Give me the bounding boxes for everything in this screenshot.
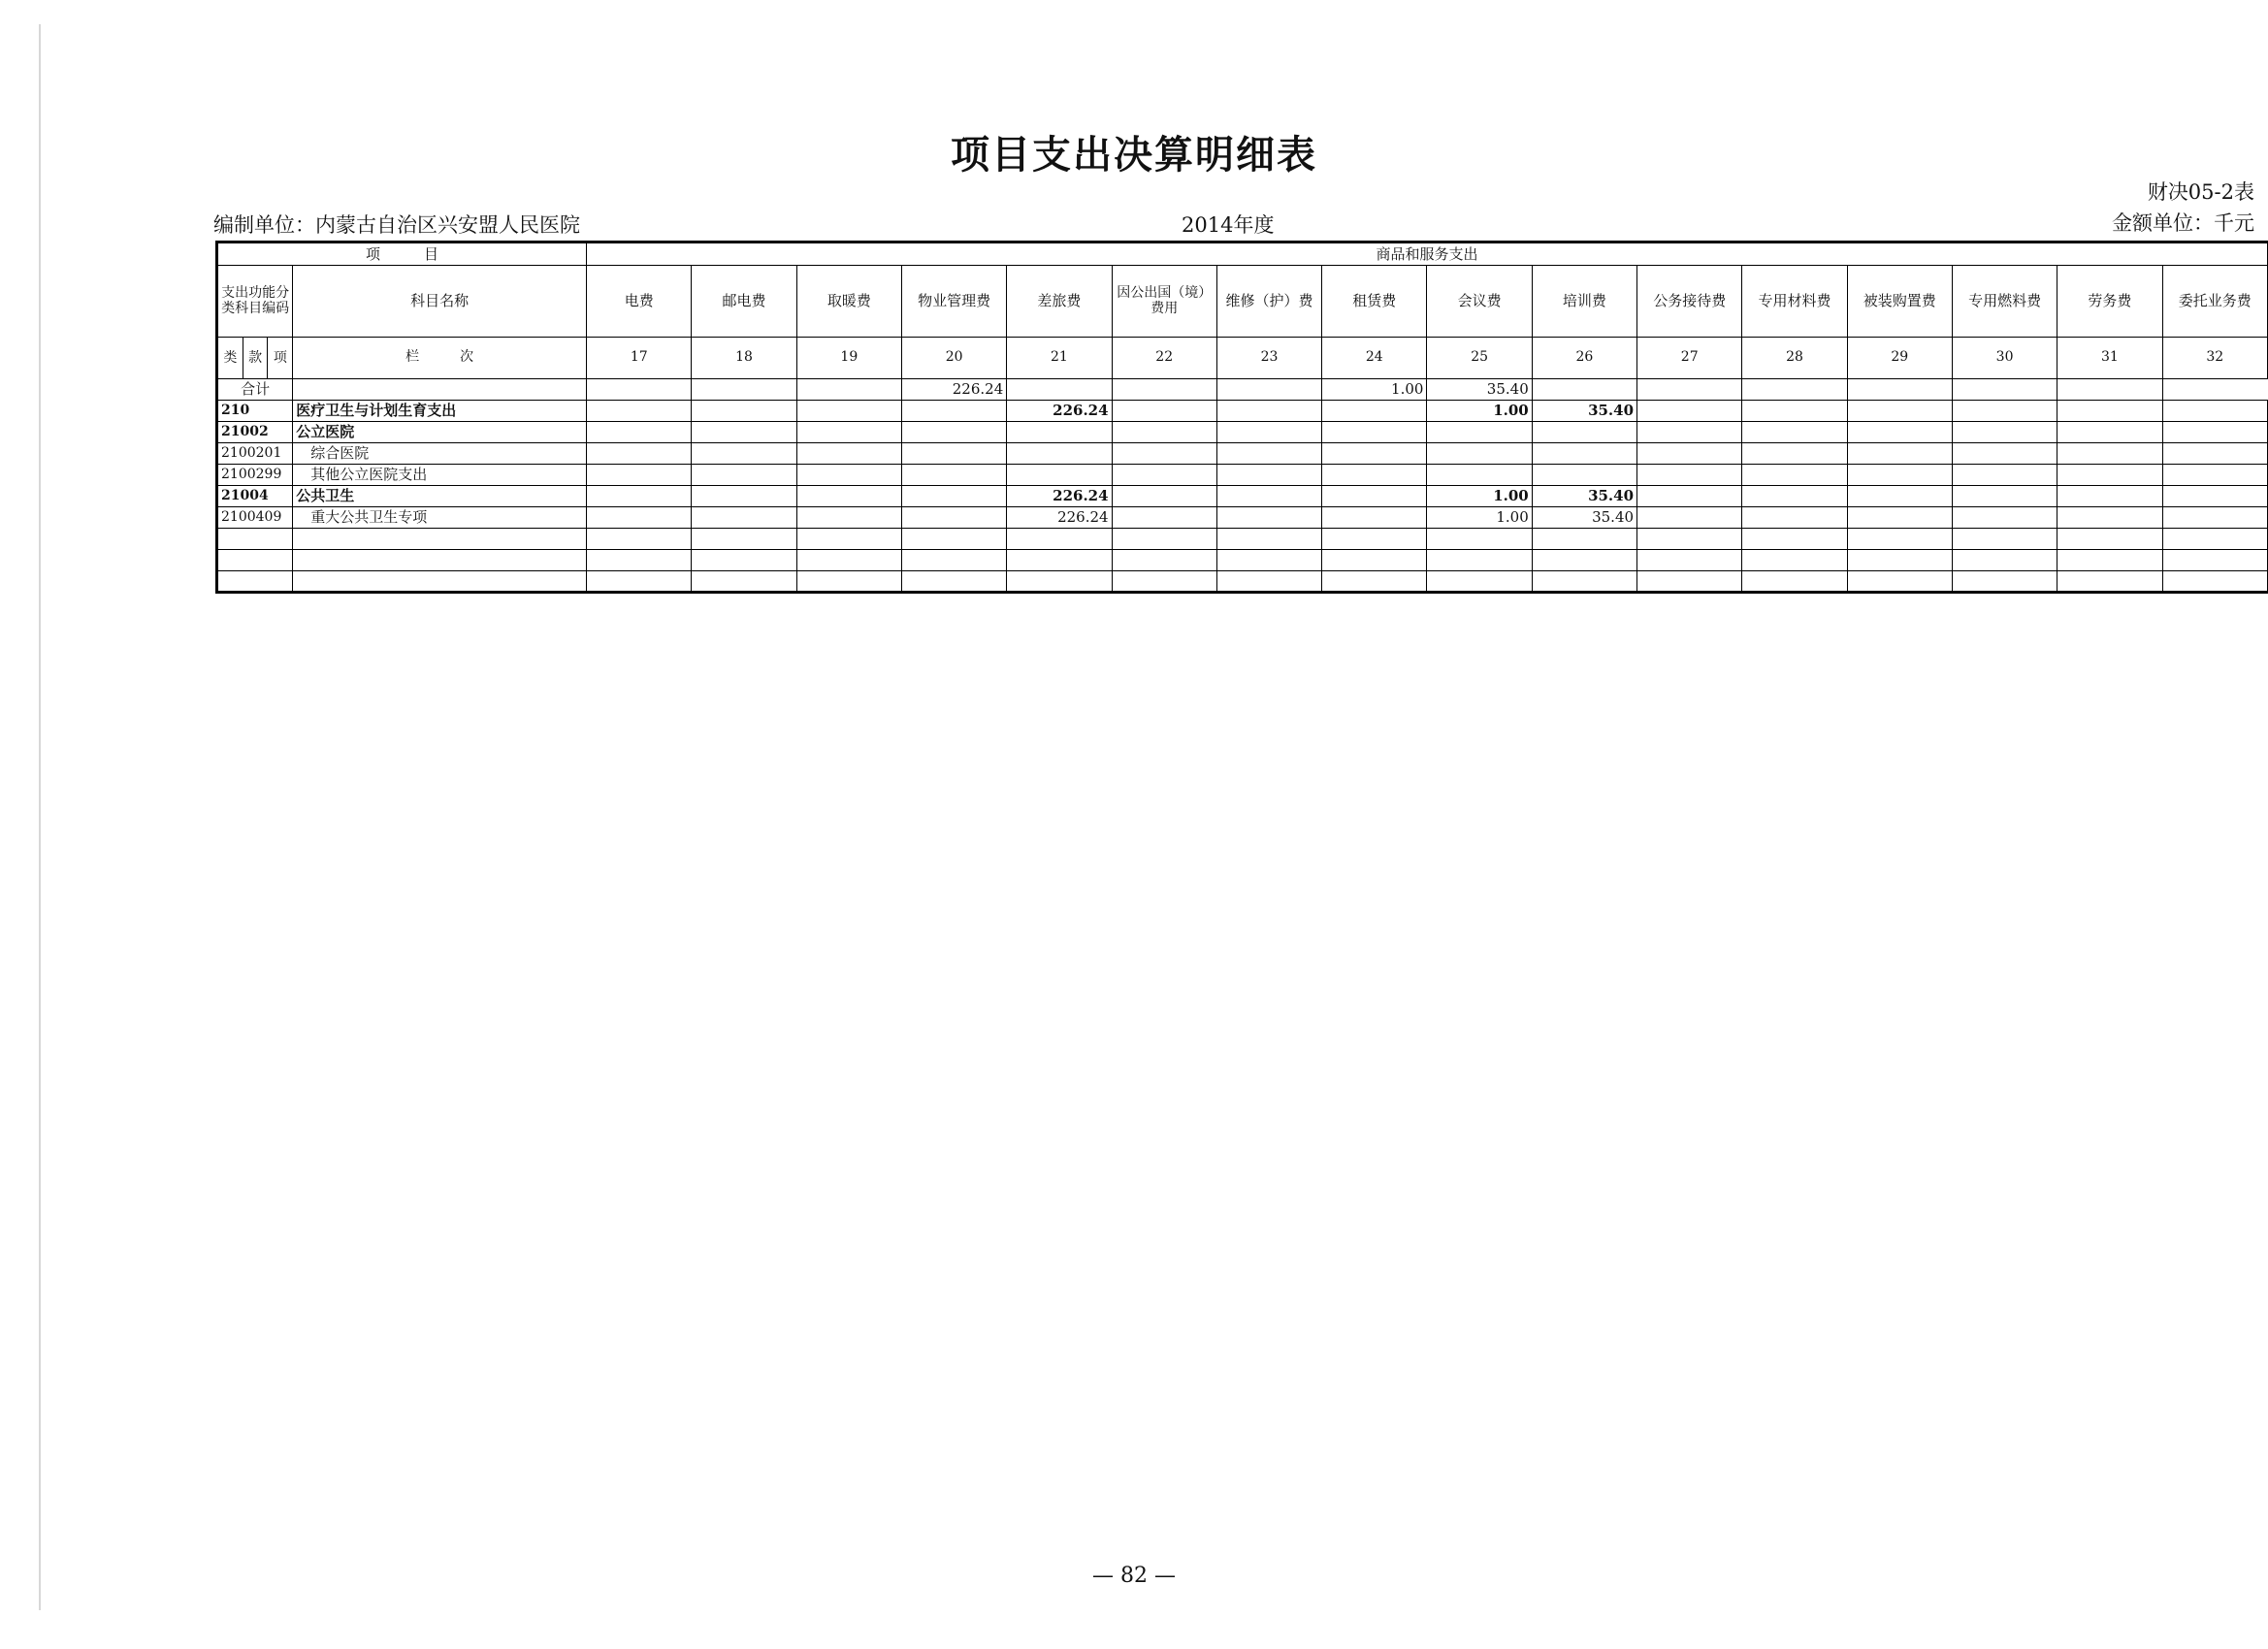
row-name: 公立医院 [293, 422, 587, 443]
value-cell [1637, 422, 1742, 443]
value-cell [1322, 571, 1427, 593]
value-cell [1952, 379, 2057, 401]
value-cell [587, 486, 692, 507]
value-cell [1322, 550, 1427, 571]
value-cell [1742, 422, 1847, 443]
value-cell [901, 529, 1006, 550]
row-name: 综合医院 [293, 443, 587, 465]
value-cell [1952, 529, 2057, 550]
column-number: 20 [901, 338, 1006, 379]
class-codes-cell [217, 338, 293, 379]
value-cell [1637, 465, 1742, 486]
row-name: 医疗卫生与计划生育支出 [293, 401, 587, 422]
column-number: 30 [1952, 338, 2057, 379]
value-cell [1112, 571, 1216, 593]
value-cell [692, 486, 796, 507]
value-cell [1322, 507, 1427, 529]
value-cell [1112, 443, 1216, 465]
value-cell [1847, 379, 1952, 401]
value-cell [2162, 422, 2267, 443]
value-cell [796, 422, 901, 443]
value-cell [692, 443, 796, 465]
value-cell [692, 529, 796, 550]
value-cell [587, 422, 692, 443]
column-number: 31 [2057, 338, 2162, 379]
value-cell [1742, 571, 1847, 593]
row-code: 21002 [217, 422, 293, 443]
value-cell [1637, 571, 1742, 593]
value-cell [587, 550, 692, 571]
column-number: 17 [587, 338, 692, 379]
value-cell [796, 465, 901, 486]
value-cell [1952, 401, 2057, 422]
value-cell [901, 486, 1006, 507]
column-header: 劳务费 [2057, 266, 2162, 338]
value-cell [2057, 443, 2162, 465]
value-cell [2162, 571, 2267, 593]
value-cell: 35.40 [1532, 507, 1636, 529]
value-cell [1532, 571, 1636, 593]
row-code [217, 529, 293, 550]
value-cell [796, 529, 901, 550]
value-cell: 226.24 [1007, 507, 1112, 529]
value-cell [1427, 443, 1532, 465]
value-cell [1847, 529, 1952, 550]
value-cell [901, 465, 1006, 486]
value-cell: 35.40 [1532, 401, 1636, 422]
name-heading: 科目名称 [293, 266, 587, 338]
column-header: 物业管理费 [901, 266, 1006, 338]
table-row [217, 507, 2268, 529]
value-cell [587, 507, 692, 529]
value-cell [1112, 486, 1216, 507]
table-row [217, 550, 2268, 571]
column-number: 27 [1637, 338, 1742, 379]
column-number: 23 [1216, 338, 1321, 379]
value-cell [1847, 401, 1952, 422]
value-cell [1952, 486, 2057, 507]
organization-label: 编制单位：内蒙古自治区兴安盟人民医院 [213, 213, 580, 237]
value-cell [1742, 507, 1847, 529]
value-cell [692, 422, 796, 443]
value-cell [1427, 465, 1532, 486]
value-cell [1532, 443, 1636, 465]
value-cell [901, 550, 1006, 571]
column-header: 维修（护）费 [1216, 266, 1321, 338]
value-cell [692, 465, 796, 486]
value-cell [1847, 465, 1952, 486]
row-code: 2100299 [217, 465, 293, 486]
value-cell [2057, 486, 2162, 507]
value-cell [692, 379, 796, 401]
column-header: 租赁费 [1322, 266, 1427, 338]
column-number-row [217, 338, 2268, 379]
value-cell [1216, 571, 1321, 593]
column-number: 18 [692, 338, 796, 379]
row-code: 2100201 [217, 443, 293, 465]
value-cell: 1.00 [1427, 486, 1532, 507]
value-cell [1637, 507, 1742, 529]
value-cell [1637, 529, 1742, 550]
value-cell [796, 401, 901, 422]
row-code [217, 571, 293, 593]
row-name: 其他公立医院支出 [293, 465, 587, 486]
column-header: 邮电费 [692, 266, 796, 338]
value-cell [2162, 529, 2267, 550]
value-cell [1007, 465, 1112, 486]
value-cell [796, 507, 901, 529]
item-header: 项 目 [217, 242, 587, 266]
column-header: 因公出国（境）费用 [1112, 266, 1216, 338]
value-cell [1322, 422, 1427, 443]
value-cell [1742, 529, 1847, 550]
value-cell [1742, 443, 1847, 465]
value-cell [1007, 550, 1112, 571]
value-cell [1322, 443, 1427, 465]
value-cell [2057, 465, 2162, 486]
column-number: 21 [1007, 338, 1112, 379]
column-header-row [217, 266, 2268, 338]
value-cell [1216, 550, 1321, 571]
value-cell [2057, 422, 2162, 443]
value-cell [692, 550, 796, 571]
value-cell [1427, 571, 1532, 593]
value-cell [1952, 571, 2057, 593]
column-header: 会议费 [1427, 266, 1532, 338]
page-number: — 82 — [1092, 1564, 1176, 1588]
value-cell [2162, 550, 2267, 571]
value-cell [587, 443, 692, 465]
value-cell: 1.00 [1427, 401, 1532, 422]
value-cell [1216, 529, 1321, 550]
row-name: 重大公共卫生专项 [293, 507, 587, 529]
column-number: 19 [796, 338, 901, 379]
value-cell [293, 379, 587, 401]
value-cell [1112, 401, 1216, 422]
value-cell [1952, 507, 2057, 529]
table-body [217, 379, 2268, 593]
value-cell [587, 401, 692, 422]
goods-services-header: 商品和服务支出 [587, 242, 2268, 266]
value-cell [2162, 507, 2267, 529]
value-cell [1216, 443, 1321, 465]
value-cell [796, 571, 901, 593]
value-cell [1952, 422, 2057, 443]
lanci-label: 栏 次 [293, 338, 587, 379]
value-cell [796, 550, 901, 571]
row-code: 2100409 [217, 507, 293, 529]
value-cell [1847, 571, 1952, 593]
amount-unit: 金额单位：千元 [2112, 211, 2254, 235]
value-cell [901, 401, 1006, 422]
value-cell [1007, 379, 1112, 401]
value-cell [1322, 465, 1427, 486]
value-cell [587, 379, 692, 401]
kuan-label: 款 [243, 338, 269, 378]
row-code: 210 [217, 401, 293, 422]
value-cell [1216, 422, 1321, 443]
value-cell [796, 379, 901, 401]
value-cell [1007, 571, 1112, 593]
value-cell: 226.24 [1007, 401, 1112, 422]
row-name [293, 571, 587, 593]
value-cell [796, 443, 901, 465]
value-cell [1427, 550, 1532, 571]
row-name [293, 529, 587, 550]
value-cell [1216, 486, 1321, 507]
column-header: 培训费 [1532, 266, 1636, 338]
value-cell [692, 507, 796, 529]
form-code: 财决05-2表 [2147, 180, 2254, 204]
value-cell [1322, 401, 1427, 422]
column-header: 取暖费 [796, 266, 901, 338]
row-name: 公共卫生 [293, 486, 587, 507]
value-cell [1216, 401, 1321, 422]
value-cell [1532, 550, 1636, 571]
value-cell [1112, 550, 1216, 571]
value-cell [587, 529, 692, 550]
value-cell: 35.40 [1532, 486, 1636, 507]
value-cell [1742, 465, 1847, 486]
value-cell [1532, 379, 1636, 401]
table-row [217, 486, 2268, 507]
code-heading: 支出功能分类科目编码 [217, 266, 293, 338]
value-cell [1112, 507, 1216, 529]
row-name [293, 550, 587, 571]
value-cell [1427, 422, 1532, 443]
value-cell [2057, 379, 2162, 401]
value-cell [692, 571, 796, 593]
value-cell: 226.24 [901, 379, 1006, 401]
value-cell [1007, 529, 1112, 550]
column-number: 28 [1742, 338, 1847, 379]
value-cell [901, 443, 1006, 465]
value-cell [1637, 486, 1742, 507]
value-cell [2162, 486, 2267, 507]
value-cell [1532, 529, 1636, 550]
value-cell [2057, 529, 2162, 550]
value-cell [1112, 465, 1216, 486]
column-number: 24 [1322, 338, 1427, 379]
value-cell [1637, 443, 1742, 465]
table-row [217, 422, 2268, 443]
value-cell [1112, 379, 1216, 401]
value-cell [1007, 443, 1112, 465]
value-cell [1952, 465, 2057, 486]
total-label: 合计 [217, 379, 293, 401]
value-cell [1637, 550, 1742, 571]
value-cell [901, 571, 1006, 593]
value-cell [2162, 465, 2267, 486]
value-cell: 35.40 [1427, 379, 1532, 401]
value-cell: 1.00 [1427, 507, 1532, 529]
table-row [217, 401, 2268, 422]
column-header: 委托业务费 [2162, 266, 2267, 338]
table-row [217, 443, 2268, 465]
value-cell [2162, 443, 2267, 465]
value-cell [692, 401, 796, 422]
value-cell [1637, 379, 1742, 401]
column-header: 差旅费 [1007, 266, 1112, 338]
table-row [217, 571, 2268, 593]
column-number: 26 [1532, 338, 1636, 379]
column-header: 电费 [587, 266, 692, 338]
value-cell [796, 486, 901, 507]
column-number: 29 [1847, 338, 1952, 379]
value-cell [1742, 379, 1847, 401]
value-cell [1847, 550, 1952, 571]
xiang-label: 项 [273, 350, 287, 366]
value-cell [1742, 486, 1847, 507]
column-number: 25 [1427, 338, 1532, 379]
value-cell [1216, 507, 1321, 529]
value-cell [587, 571, 692, 593]
value-cell [1847, 507, 1952, 529]
value-cell [1847, 443, 1952, 465]
value-cell [1952, 443, 2057, 465]
value-cell: 1.00 [1322, 379, 1427, 401]
value-cell [1216, 379, 1321, 401]
value-cell [1112, 422, 1216, 443]
value-cell [1216, 465, 1321, 486]
value-cell [1322, 529, 1427, 550]
value-cell [901, 507, 1006, 529]
value-cell [1847, 486, 1952, 507]
value-cell [1637, 401, 1742, 422]
table-row [217, 529, 2268, 550]
value-cell [1952, 550, 2057, 571]
column-number: 22 [1112, 338, 1216, 379]
column-header: 被装购置费 [1847, 266, 1952, 338]
column-header: 专用材料费 [1742, 266, 1847, 338]
value-cell [2057, 507, 2162, 529]
class-label: 类 [218, 338, 243, 378]
value-cell [1742, 550, 1847, 571]
value-cell [1112, 529, 1216, 550]
value-cell [1847, 422, 1952, 443]
expenditure-detail-table [215, 241, 2268, 594]
page-title: 项目支出决算明细表 [951, 132, 1317, 178]
scan-edge-line [39, 24, 41, 1610]
row-code [217, 550, 293, 571]
column-header: 专用燃料费 [1952, 266, 2057, 338]
column-header: 公务接待费 [1637, 266, 1742, 338]
table-row [217, 465, 2268, 486]
value-cell [587, 465, 692, 486]
column-number: 32 [2162, 338, 2267, 379]
value-cell [1532, 465, 1636, 486]
value-cell [901, 422, 1006, 443]
value-cell [2057, 550, 2162, 571]
value-cell [1532, 422, 1636, 443]
table-row [217, 379, 2268, 401]
fiscal-year: 2014年度 [1182, 213, 1275, 237]
value-cell [1427, 529, 1532, 550]
row-code: 21004 [217, 486, 293, 507]
value-cell [1322, 486, 1427, 507]
value-cell [1742, 401, 1847, 422]
value-cell [2057, 571, 2162, 593]
value-cell [2162, 401, 2267, 422]
value-cell [2057, 401, 2162, 422]
value-cell: 226.24 [1007, 486, 1112, 507]
value-cell [1007, 422, 1112, 443]
